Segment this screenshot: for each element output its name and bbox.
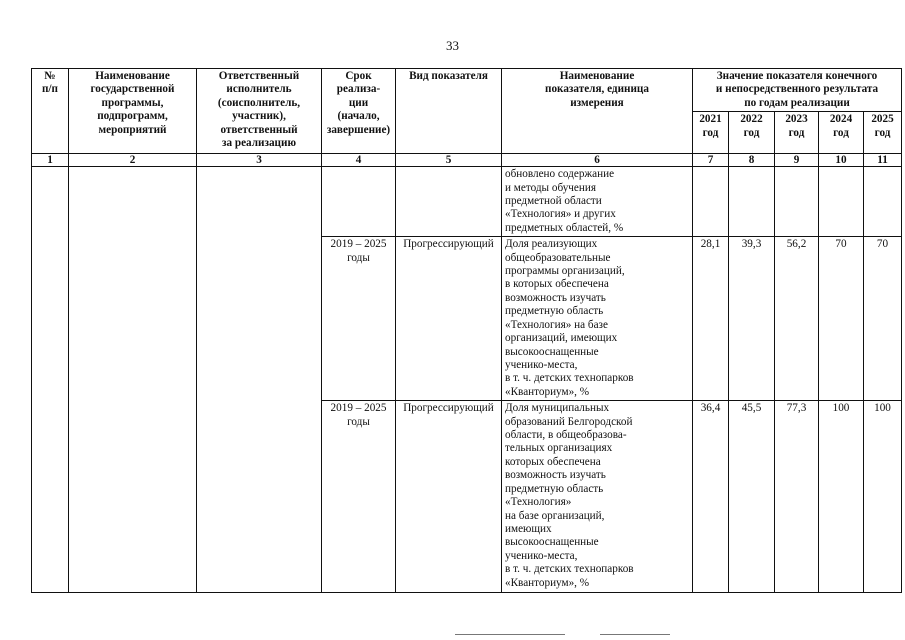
value-cell: 28,1 bbox=[693, 237, 729, 401]
indicator-name-cell: обновлено содержание и методы обучения предметной области «Технология» и других предметных областей, % bbox=[502, 167, 693, 237]
indicator-type-cell: Прогрессирующий bbox=[396, 401, 502, 593]
value-cell: 56,2 bbox=[775, 237, 819, 401]
value-cell bbox=[729, 167, 775, 237]
column-numbers-row bbox=[32, 154, 902, 167]
value-cell: 39,3 bbox=[729, 237, 775, 401]
column-number: 4 bbox=[322, 154, 396, 167]
indicator-type-cell: Прогрессирующий bbox=[396, 237, 502, 401]
header-year-2025: 2025 год bbox=[864, 112, 902, 154]
column-number: 2 bbox=[69, 154, 197, 167]
responsible-cell bbox=[197, 167, 322, 593]
header-indicator-name: Наименование показателя, единица измерения bbox=[502, 69, 693, 154]
term-cell: 2019 – 2025 годы bbox=[322, 401, 396, 593]
program-name-cell bbox=[69, 167, 197, 593]
header-year-2023: 2023 год bbox=[775, 112, 819, 154]
value-cell: 45,5 bbox=[729, 401, 775, 593]
header-responsible: Ответственный исполнитель (соисполнитель, участник), ответственный за реализацию bbox=[197, 69, 322, 154]
column-number: 7 bbox=[693, 154, 729, 167]
indicator-type-cell bbox=[396, 167, 502, 237]
column-number: 5 bbox=[396, 154, 502, 167]
value-cell bbox=[693, 167, 729, 237]
value-cell: 70 bbox=[819, 237, 864, 401]
header-year-2024: 2024 год bbox=[819, 112, 864, 154]
header-term: Срок реализа- ции (начало, завершение) bbox=[322, 69, 396, 154]
column-number: 1 bbox=[32, 154, 69, 167]
column-number: 8 bbox=[729, 154, 775, 167]
header-year-2021: 2021 год bbox=[693, 112, 729, 154]
indicator-name-cell: Доля муниципальных образований Белгородской области, в общеобразова- тельных организациях которых обеспечена возможность изучать предметную область «Технология» на базе организаций, имеющих высокооснащенные ученико-места, в т. ч. детских технопарков «Кванториум», % bbox=[502, 401, 693, 593]
column-number: 10 bbox=[819, 154, 864, 167]
column-number: 9 bbox=[775, 154, 819, 167]
value-cell: 77,3 bbox=[775, 401, 819, 593]
value-cell: 36,4 bbox=[693, 401, 729, 593]
column-number: 11 bbox=[864, 154, 902, 167]
value-cell bbox=[864, 167, 902, 237]
term-cell: 2019 – 2025 годы bbox=[322, 237, 396, 401]
scan-edge-line bbox=[455, 634, 565, 635]
header-number: № п/п bbox=[32, 69, 69, 154]
table-row bbox=[32, 167, 902, 237]
header-indicator-type: Вид показателя bbox=[396, 69, 502, 154]
column-number: 3 bbox=[197, 154, 322, 167]
value-cell bbox=[775, 167, 819, 237]
page-number: 33 bbox=[446, 38, 459, 53]
header-year-2022: 2022 год bbox=[729, 112, 775, 154]
value-cell: 100 bbox=[864, 401, 902, 593]
term-cell bbox=[322, 167, 396, 237]
value-cell: 100 bbox=[819, 401, 864, 593]
header-values-group: Значение показателя конечного и непосредственного результата по годам реализации bbox=[693, 69, 902, 112]
value-cell: 70 bbox=[864, 237, 902, 401]
indicator-name-cell: Доля реализующих общеобразовательные программы организаций, в которых обеспечена возможность изучать предметную область «Технология» на базе организаций, имеющих высокооснащенные ученико-места, в т. ч. детских технопарков «Кванториум», % bbox=[502, 237, 693, 401]
column-number: 6 bbox=[502, 154, 693, 167]
scan-edge-line bbox=[600, 634, 670, 635]
row-number-cell bbox=[32, 167, 69, 593]
value-cell bbox=[819, 167, 864, 237]
header-program-name: Наименование государственной программы, подпрограмм, мероприятий bbox=[69, 69, 197, 154]
indicators-table bbox=[31, 68, 902, 593]
